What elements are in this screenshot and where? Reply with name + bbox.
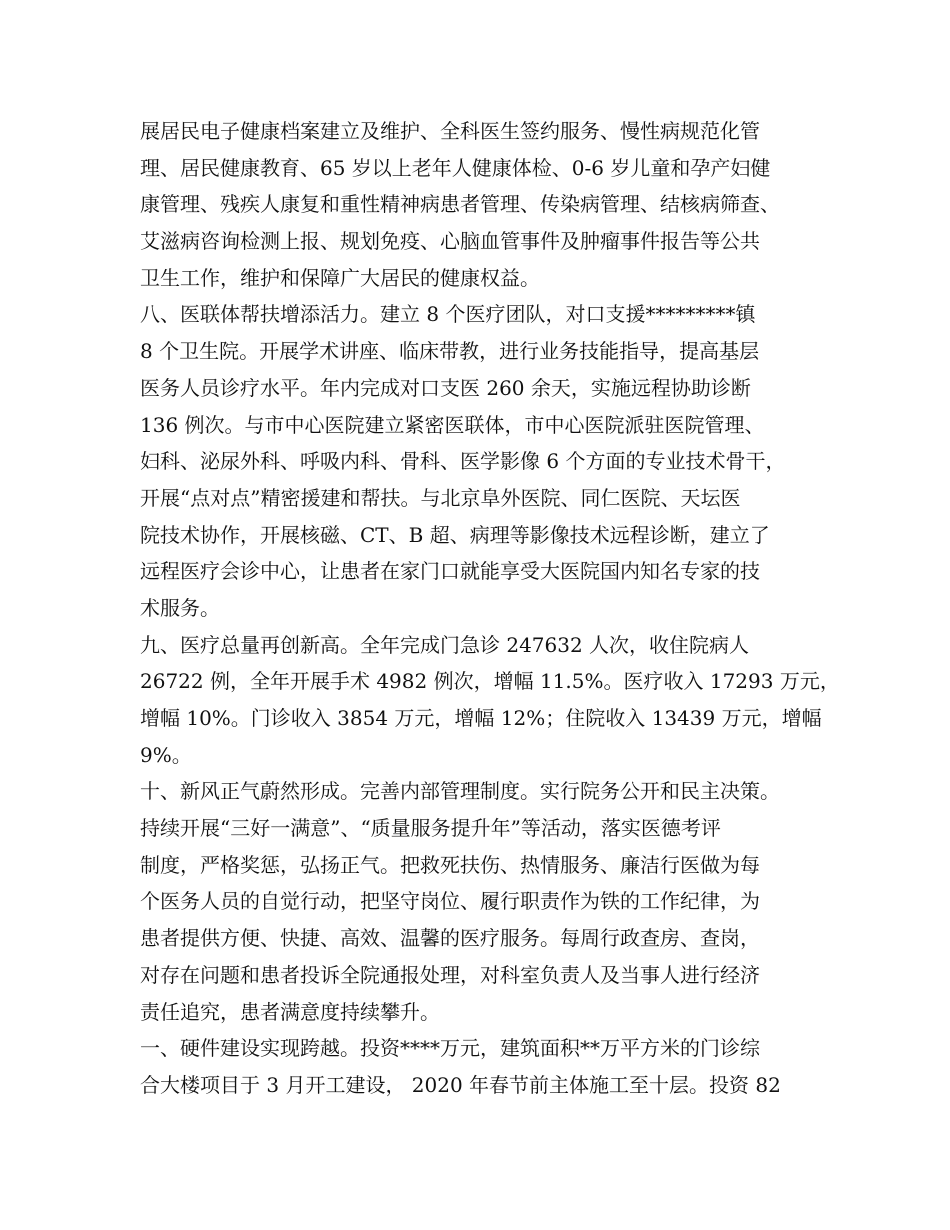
text-line: 卫生工作，维护和保障广大居民的健康权益。 — [140, 265, 540, 290]
section-heading-1: 一、硬件建设实现跨越。投资****万元，建筑面积**万平方米的门诊综 — [140, 1036, 760, 1061]
section-heading-9: 九、医疗总量再创新高。全年完成门急诊 247632 人次，收住院病人 — [140, 632, 750, 657]
section-heading-8: 八、医联体帮扶增添活力。建立 8 个医疗团队，对口支援*********镇 — [140, 302, 756, 327]
text-line: 对存在问题和患者投诉全院通报处理，对科室负责人及当事人进行经济 — [140, 962, 760, 987]
text-line: 术服务。 — [140, 595, 220, 620]
text-line: 制度，严格奖惩，弘扬正气。把救死扶伤、热情服务、廉洁行医做为每 — [140, 852, 760, 877]
text-line: 136 例次。与市中心医院建立紧密医联体，市中心医院派驻医院管理、 — [140, 412, 765, 437]
document-body — [140, 113, 840, 1104]
text-line: 8 个卫生院。开展学术讲座、临床带教，进行业务技能指导，提高基层 — [140, 339, 760, 364]
text-line: 医务人员诊疗水平。年内完成对口支医 260 余天，实施远程协助诊断 — [140, 375, 751, 400]
text-line: 远程医疗会诊中心，让患者在家门口就能享受大医院国内知名专家的技 — [140, 559, 760, 584]
text-line: 理、居民健康教育、65 岁以上老年人健康体检、0-6 岁儿童和孕产妇健 — [140, 155, 771, 180]
text-line: 持续开展“三好一满意”、“质量服务提升年”等活动，落实医德考评 — [140, 816, 721, 841]
text-line: 合大楼项目于 3 月开工建设， 2020 年春节前主体施工至十层。投资 82 — [140, 1072, 781, 1097]
text-line: 26722 例，全年开展手术 4982 例次，增幅 11.5%。医疗收入 17293 万元， — [140, 669, 840, 694]
text-line: 增幅 10%。门诊收入 3854 万元，增幅 12%；住院收入 13439 万元，增幅 — [140, 706, 822, 730]
text-line: 康管理、残疾人康复和重性精神病患者管理、传染病管理、结核病筛查、 — [140, 192, 780, 217]
text-line: 艾滋病咨询检测上报、规划免疫、心脑血管事件及肿瘤事件报告等公共 — [140, 229, 760, 254]
text-line: 院技术协作，开展核磁、CT、B 超、病理等影像技术远程诊断，建立了 — [140, 522, 770, 547]
text-line: 展居民电子健康档案建立及维护、全科医生签约服务、慢性病规范化管 — [140, 119, 760, 143]
section-heading-10: 十、新风正气蔚然形成。完善内部管理制度。实行院务公开和民主决策。 — [140, 779, 780, 804]
text-line: 责任追究，患者满意度持续攀升。 — [140, 999, 440, 1024]
text-line: 个医务人员的自觉行动，把坚守岗位、履行职责作为铁的工作纪律，为 — [140, 889, 760, 914]
text-line: 9%。 — [140, 742, 192, 767]
text-line: 妇科、泌尿外科、呼吸内科、骨科、医学影像 6 个方面的专业技术骨干， — [140, 449, 786, 474]
text-line: 患者提供方便、快捷、高效、温馨的医疗服务。每周行政查房、查岗， — [140, 926, 760, 951]
text-line: 开展“点对点”精密援建和帮扶。与北京阜外医院、同仁医院、天坛医 — [140, 485, 741, 510]
